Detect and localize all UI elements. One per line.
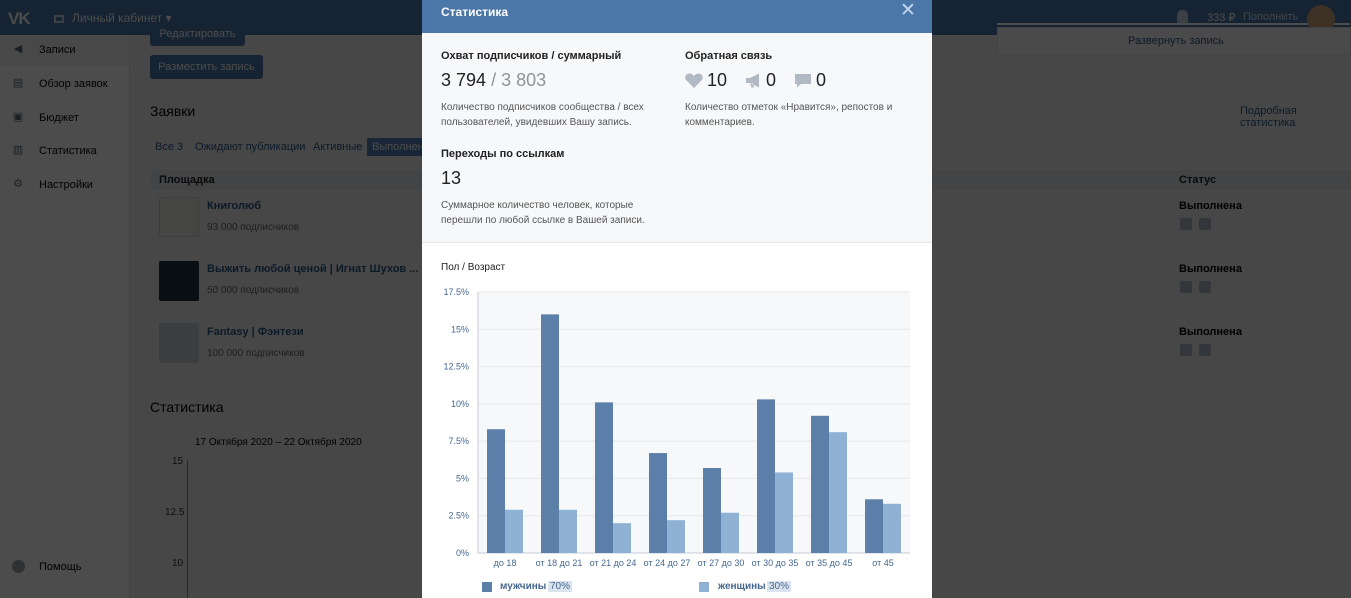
reach-description (441, 100, 644, 130)
bar-women (667, 520, 685, 553)
clicks-description (441, 198, 645, 228)
reach-separator: / (491, 70, 497, 90)
x-tick-label: от 24 до 27 (643, 558, 691, 568)
bar-men (649, 453, 667, 553)
y-tick-label: 17.5% (443, 287, 469, 297)
reach-desc-line: Количество подписчиков сообщества / всех (441, 102, 644, 113)
feedback-desc-line: комментариев. (685, 117, 755, 128)
bar-women (883, 504, 901, 553)
reach-total: 3 803 (501, 70, 547, 90)
bar-women (829, 432, 847, 553)
stats-summary (422, 33, 932, 243)
y-tick-label: 0% (455, 548, 469, 558)
reach-subscribers: 3 794 (441, 70, 487, 90)
reach-desc-line: пользователей, увидевших Вашу запись. (441, 117, 632, 128)
bar-men (541, 314, 559, 553)
feedback-description (685, 100, 892, 130)
x-tick-label: от 21 до 24 (589, 558, 637, 568)
reach-value (441, 70, 546, 91)
y-tick-label: 10% (450, 398, 469, 409)
age-gender-chart (436, 284, 918, 574)
stats-modal (422, 0, 932, 598)
y-tick-label: 5% (455, 473, 469, 484)
bar-men (865, 499, 883, 553)
x-tick-label: от 18 до 21 (535, 558, 583, 568)
bar-men (487, 429, 505, 553)
likes-count: 10 (707, 70, 728, 90)
x-tick-label: до 18 (493, 558, 517, 568)
legend-men-percent: 70% (550, 581, 571, 592)
y-tick-label: 12.5% (443, 361, 469, 372)
legend-women-percent: 30% (769, 581, 790, 592)
y-tick-label: 2.5% (448, 510, 469, 521)
modal-title: Статистика (441, 5, 509, 19)
bar-women (559, 510, 577, 553)
bar-women (505, 510, 523, 553)
modal-header (422, 0, 932, 33)
close-icon[interactable]: ✕ (900, 0, 916, 21)
x-tick-label: от 30 до 35 (751, 558, 799, 568)
bar-men (595, 402, 613, 553)
heart-icon (685, 73, 703, 88)
feedback-desc-line: Количество отметок «Нравится», репостов и (685, 102, 893, 113)
bar-men (811, 416, 829, 553)
clicks-label: Переходы по ссылкам (441, 148, 565, 160)
reposts-count: 0 (766, 70, 777, 90)
y-tick-label: 15% (450, 324, 469, 335)
chart-label: Пол / Возраст (441, 262, 506, 273)
legend-men-swatch[interactable] (482, 582, 492, 592)
legend-women-swatch[interactable] (699, 582, 709, 592)
bar-women (721, 513, 739, 553)
clicks-value: 13 (441, 168, 462, 188)
legend-women-label[interactable]: женщины (718, 581, 766, 592)
bar-women (775, 472, 793, 553)
bar-men (703, 468, 721, 553)
clicks-desc-line: перешли по любой ссылке в Вашей записи. (441, 215, 645, 226)
reach-label: Охват подписчиков / суммарный (441, 50, 622, 62)
x-tick-label: от 45 (872, 558, 894, 568)
comment-icon (794, 73, 812, 88)
bar-men (757, 399, 775, 553)
legend-men-label[interactable]: мужчины (500, 581, 547, 592)
x-tick-label: от 35 до 45 (805, 558, 853, 568)
comments-count: 0 (816, 70, 827, 90)
y-tick-label: 7.5% (448, 436, 469, 447)
bar-women (613, 523, 631, 553)
x-tick-label: от 27 до 30 (697, 558, 745, 568)
clicks-desc-line: Суммарное количество человек, которые (441, 200, 634, 211)
feedback-label: Обратная связь (685, 50, 773, 62)
megaphone-icon (745, 73, 763, 88)
